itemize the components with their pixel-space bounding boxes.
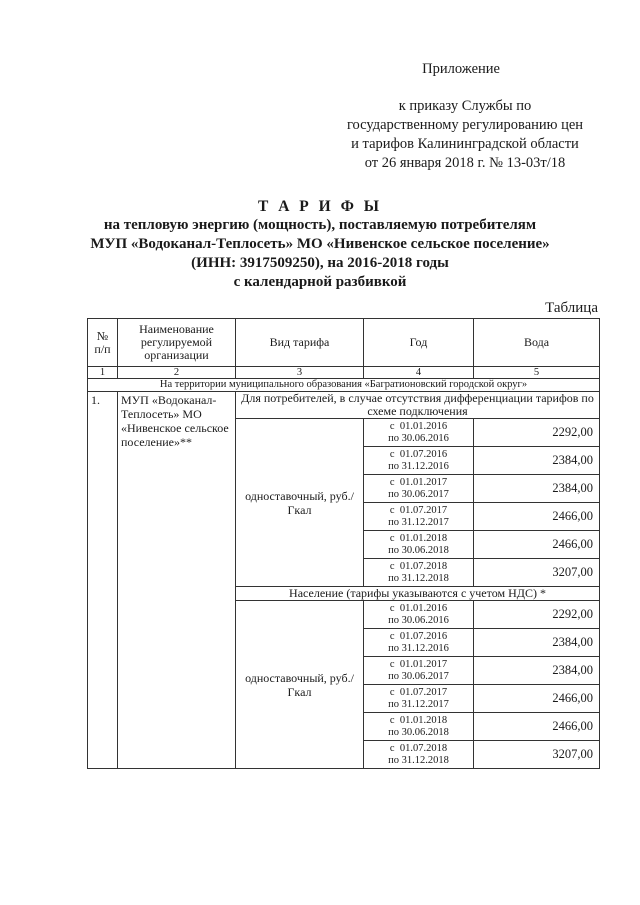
title-line: (ИНН: 3917509250), на 2016-2018 годы	[191, 255, 449, 271]
title-line: с календарной разбивкой	[233, 274, 407, 290]
tariff-type: одноставочный, руб./Гкал	[236, 601, 364, 769]
period-dates	[364, 531, 474, 559]
title-line: МУП «Водоканал-Теплосеть» МО «Нивенское сельское поселение»	[90, 236, 550, 252]
period-from: с 01.07.2017	[389, 504, 448, 516]
group-title: Для потребителей, в случае отсутствия дифференциации тарифов по схеме подключения	[236, 392, 600, 419]
appendix-block	[330, 60, 600, 173]
appendix-line: и тарифов Калининградской области	[351, 136, 579, 152]
row-index: 1.	[88, 392, 118, 769]
period-to: по 31.12.2018	[388, 754, 449, 766]
period-dates	[364, 685, 474, 713]
group-title-row	[88, 392, 600, 419]
period-from: с 01.01.2018	[389, 532, 448, 544]
territory-label: На территории муниципального образования «Багратионовский городской округ»	[88, 379, 600, 392]
tariff-value: 2292,00	[474, 419, 600, 447]
appendix-line: от 26 января 2018 г. № 13-03т/18	[364, 155, 566, 171]
period-dates	[364, 657, 474, 685]
period-dates	[364, 503, 474, 531]
header-vid: Вид тарифа	[236, 319, 364, 367]
period-from: с 01.07.2018	[389, 560, 448, 572]
group-title: Население (тарифы указываются с учетом НДС) *	[236, 587, 600, 601]
tariff-value: 2292,00	[474, 601, 600, 629]
tariff-value: 3207,00	[474, 559, 600, 587]
tariff-value: 2466,00	[474, 503, 600, 531]
header-god: Год	[364, 319, 474, 367]
header-row	[88, 319, 600, 367]
period-to: по 30.06.2018	[388, 726, 449, 738]
table-caption: Таблица	[545, 300, 598, 316]
period-from: с 01.01.2016	[389, 420, 448, 432]
organization-name: МУП «Водоканал-Теплосеть» МО «Нивенское сельское поселение»**	[118, 392, 236, 769]
period-dates	[364, 447, 474, 475]
tariff-value: 3207,00	[474, 741, 600, 769]
period-dates	[364, 475, 474, 503]
period-from: с 01.01.2018	[389, 714, 448, 726]
tariff-type: одноставочный, руб./Гкал	[236, 419, 364, 587]
period-to: по 30.06.2016	[388, 432, 449, 444]
tariff-value: 2384,00	[474, 657, 600, 685]
period-from: с 01.01.2016	[389, 602, 448, 614]
title-line: на тепловую энергию (мощность), поставляемую потребителям	[103, 217, 537, 233]
period-to: по 30.06.2017	[388, 488, 449, 500]
tariff-value: 2466,00	[474, 713, 600, 741]
tariff-value: 2466,00	[474, 685, 600, 713]
period-to: по 30.06.2017	[388, 670, 449, 682]
tariff-value: 2466,00	[474, 531, 600, 559]
header-org: Наименование регулируемой организации	[118, 319, 236, 367]
document-title	[60, 197, 580, 292]
appendix-line: к приказу Службы по	[398, 98, 532, 114]
header-voda: Вода	[474, 319, 600, 367]
period-from: с 01.07.2016	[389, 630, 448, 642]
col-number: 4	[364, 367, 474, 379]
tariffs-table	[87, 318, 600, 769]
period-dates	[364, 559, 474, 587]
appendix-heading: Приложение	[422, 61, 500, 77]
col-number: 5	[474, 367, 600, 379]
period-to: по 31.12.2016	[388, 460, 449, 472]
tariff-value: 2384,00	[474, 629, 600, 657]
period-from: с 01.01.2017	[389, 476, 448, 488]
period-to: по 30.06.2018	[388, 544, 449, 556]
period-dates	[364, 713, 474, 741]
period-from: с 01.01.2017	[389, 658, 448, 670]
appendix-line: государственному регулированию цен	[346, 117, 584, 133]
period-to: по 31.12.2016	[388, 642, 449, 654]
period-to: по 31.12.2017	[388, 516, 449, 528]
tariff-value: 2384,00	[474, 475, 600, 503]
tariff-value: 2384,00	[474, 447, 600, 475]
period-to: по 30.06.2016	[388, 614, 449, 626]
period-dates	[364, 741, 474, 769]
period-from: с 01.07.2017	[389, 686, 448, 698]
header-num: № п/п	[88, 319, 118, 367]
col-number: 1	[88, 367, 118, 379]
period-to: по 31.12.2018	[388, 572, 449, 584]
title-main: Т А Р И Ф Ы	[258, 198, 382, 215]
period-dates	[364, 629, 474, 657]
territory-row	[88, 379, 600, 392]
column-number-row	[88, 367, 600, 379]
period-dates	[364, 419, 474, 447]
period-from: с 01.07.2018	[389, 742, 448, 754]
col-number: 2	[118, 367, 236, 379]
period-dates	[364, 601, 474, 629]
period-to: по 31.12.2017	[388, 698, 449, 710]
period-from: с 01.07.2016	[389, 448, 448, 460]
col-number: 3	[236, 367, 364, 379]
